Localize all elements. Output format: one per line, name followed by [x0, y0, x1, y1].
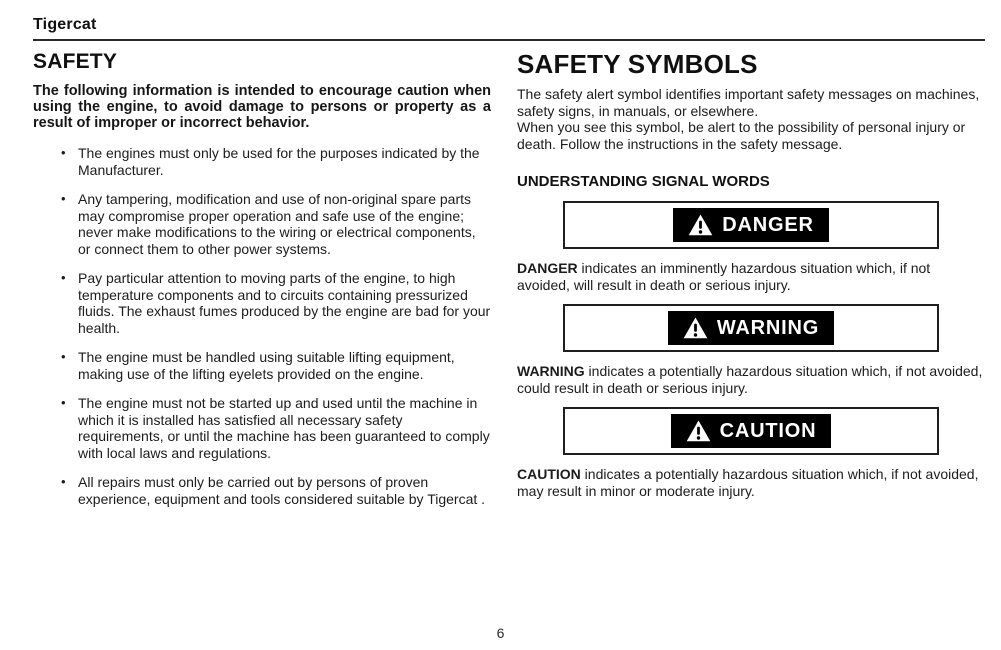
warning-signal-group	[517, 304, 985, 396]
caution-signal-group	[517, 407, 985, 499]
caution-badge	[671, 414, 832, 448]
list-item: • The engines must only be used for the purposes indicated by the Manufacturer.	[60, 145, 491, 178]
danger-description-text: indicates an imminently hazardous situation which, if not avoided, will result in death or serious injury.	[517, 260, 931, 293]
caution-badge-label: CAUTION	[719, 419, 817, 442]
list-item: • The engine must not be started up and used until the machine in which it is installed has satisfied all necessary safety requirements, or until the machine has been guaranteed to comply with local laws and regulations.	[60, 395, 491, 461]
danger-description-term: DANGER	[517, 260, 578, 276]
safety-alert-triangle-icon	[683, 317, 708, 339]
warning-description-text: indicates a potentially hazardous situation which, if not avoided, could result in death or serious injury.	[517, 363, 983, 396]
header-divider	[33, 39, 985, 41]
list-item: • Any tampering, modification and use of non-original spare parts may compromise proper operation and safe use of the engine; never make modifications to the wiring or electrical components, or connect them to other power systems.	[60, 191, 491, 257]
list-item: • The engine must be handled using suitable lifting equipment, making use of the lifting eyelets provided on the engine.	[60, 349, 491, 382]
safety-bullet-list	[60, 145, 491, 507]
caution-signal-box	[563, 407, 939, 455]
page-number: 6	[496, 625, 505, 641]
caution-description-term: CAUTION	[517, 466, 581, 482]
intro-line: The safety alert symbol identifies important safety messages on machines, safety signs, in manuals, or elsewhere.	[517, 86, 980, 119]
danger-badge	[673, 208, 828, 242]
signal-words-subheading: UNDERSTANDING SIGNAL WORDS	[517, 173, 770, 190]
safety-section-title: SAFETY	[33, 50, 118, 73]
safety-alert-triangle-icon	[688, 214, 713, 236]
safety-symbols-title: SAFETY SYMBOLS	[517, 49, 758, 79]
safety-symbols-intro	[517, 86, 985, 152]
intro-line: When you see this symbol, be alert to the possibility of personal injury or death. Follow the instructions in the safety message.	[517, 119, 966, 152]
page-footer	[0, 625, 1001, 641]
danger-signal-group	[517, 201, 985, 293]
safety-symbols-section	[517, 50, 985, 520]
content-columns	[33, 50, 985, 520]
list-item: • Pay particular attention to moving parts of the engine, to high temperature components and to circuits containing pressurized fluids. The exhaust fumes produced by the engine are bad for your health.	[60, 270, 491, 336]
warning-description-term: WARNING	[517, 363, 585, 379]
caution-description	[517, 466, 985, 499]
danger-signal-box	[563, 201, 939, 249]
warning-description	[517, 363, 985, 396]
warning-badge-label: WARNING	[716, 316, 820, 339]
safety-intro-paragraph: The following information is intended to encourage caution when using the engine, to avoid damage to persons or property as a result of improper or incorrect behavior.	[33, 83, 491, 131]
page-header	[33, 16, 985, 41]
danger-description	[517, 260, 985, 293]
brand-title: Tigercat	[33, 16, 97, 33]
safety-section	[33, 50, 491, 520]
warning-badge	[668, 311, 834, 345]
safety-alert-triangle-icon	[686, 420, 711, 442]
warning-signal-box	[563, 304, 939, 352]
danger-badge-label: DANGER	[722, 213, 814, 236]
list-item: • All repairs must only be carried out by persons of proven experience, equipment and tools considered suitable by Tigercat .	[60, 474, 491, 507]
caution-description-text: indicates a potentially hazardous situation which, if not avoided, may result in minor or moderate injury.	[517, 466, 979, 499]
